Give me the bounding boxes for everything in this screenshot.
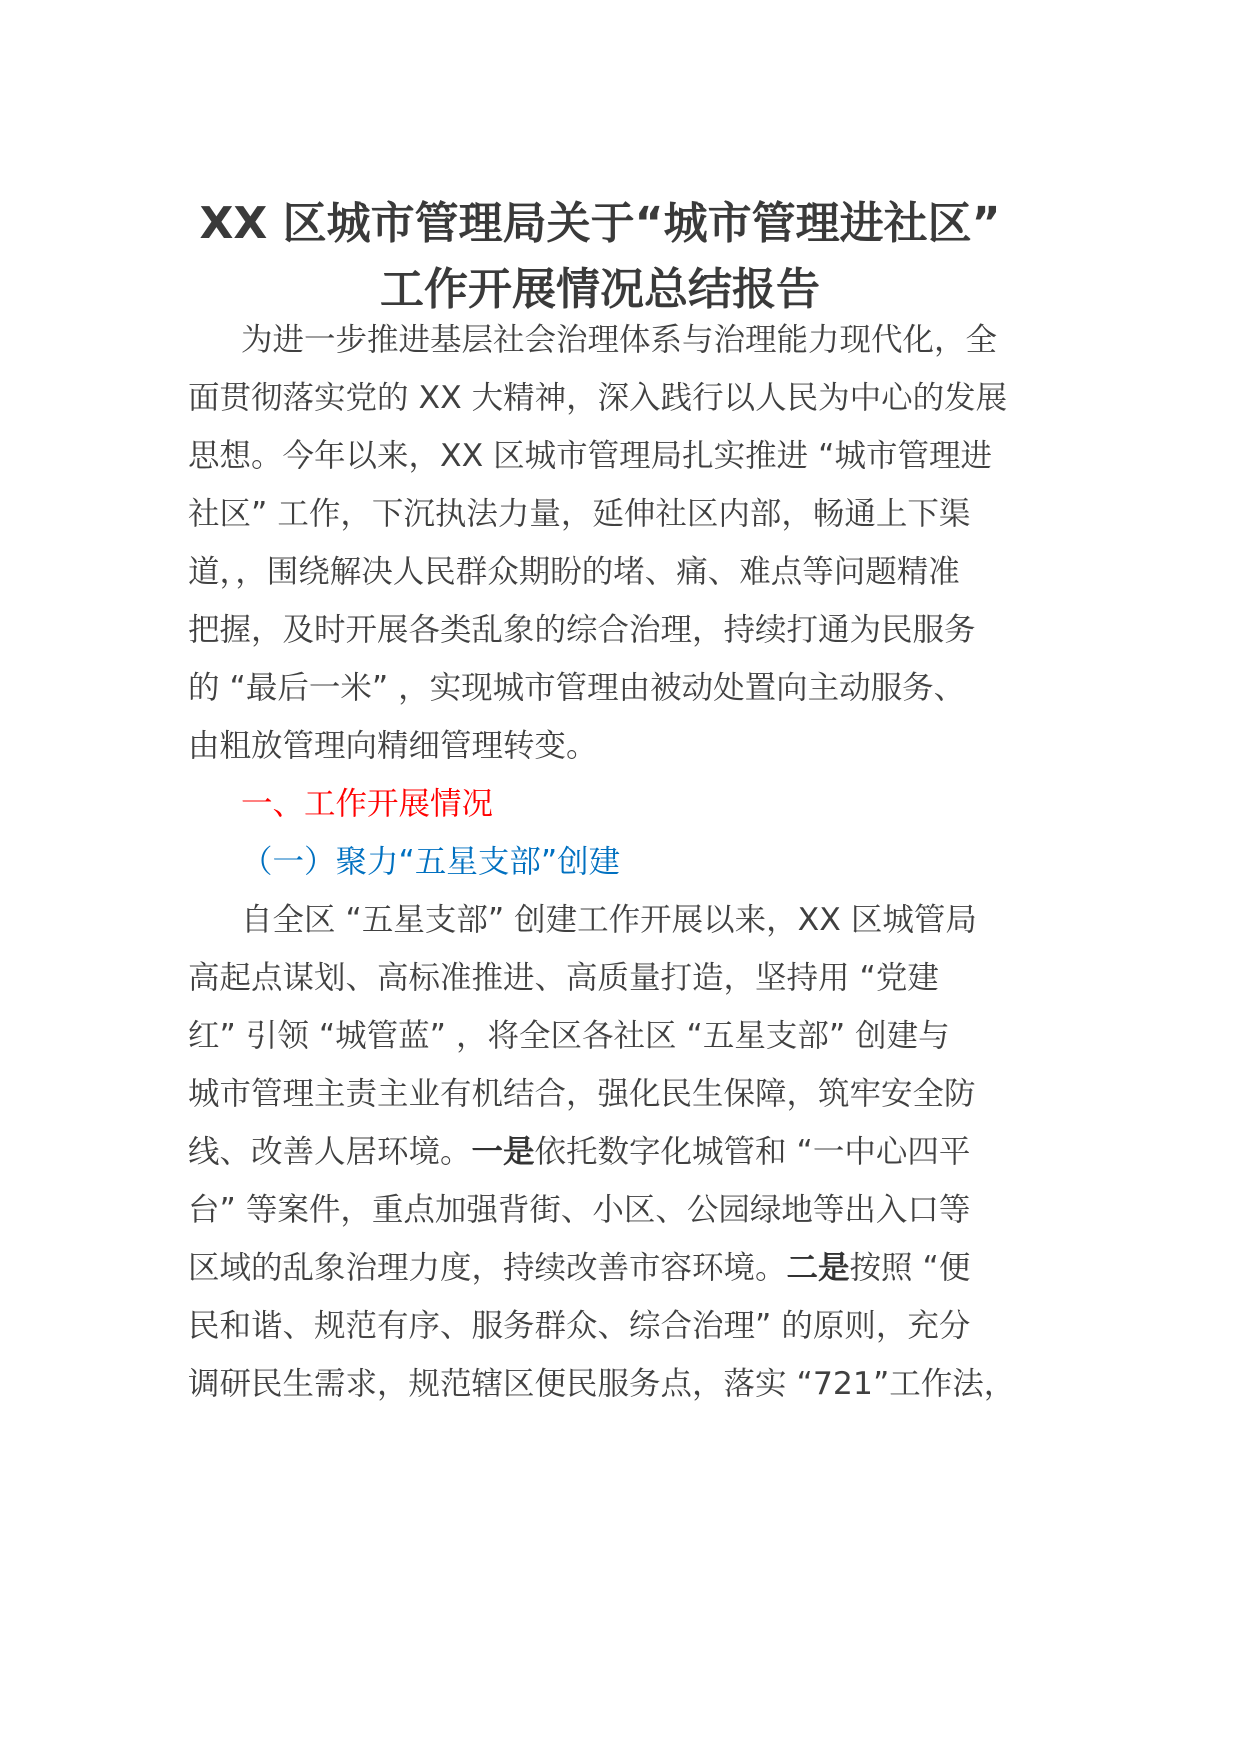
body-paragraph-line: 高起点谋划、高标准推进、高质量打造，坚持用 “党建: [188, 960, 939, 996]
document-title-line-2: 工作开展情况总结报告: [380, 264, 820, 315]
subsection-heading: （一）聚力“五星支部”创建: [241, 844, 621, 880]
body-paragraph-line: 民和谐、规范有序、服务群众、综合治理” 的原则，充分: [188, 1308, 971, 1344]
document-title-line-1: XX 区城市管理局关于“城市管理进社区”: [199, 198, 1001, 249]
body-paragraph-line: [188, 1130, 970, 1174]
body-text: 依托数字化城管和 “一中心四平: [534, 1134, 971, 1170]
body-text: 区域的乱象治理力度，持续改善市容环境。: [188, 1250, 787, 1286]
body-paragraph-line: 自全区 “五星支部” 创建工作开展以来，XX 区城管局: [241, 902, 977, 938]
intro-paragraph-line: 把握，及时开展各类乱象的综合治理，持续打通为民服务: [188, 612, 976, 648]
intro-paragraph-line: 道，，围绕解决人民群众期盼的堵、痛、难点等问题精准: [188, 554, 960, 590]
body-paragraph-line: 红” 引领 “城管蓝” ，将全区各社区 “五星支部” 创建与: [188, 1018, 950, 1054]
intro-paragraph-line: 面贯彻落实党的 XX 大精神，深入践行以人民为中心的发展: [188, 380, 1008, 416]
emphasis-first: 一是: [471, 1134, 535, 1170]
body-paragraph-line: 调研民生需求，规范辖区便民服务点，落实 “721”工作法，: [188, 1366, 1016, 1402]
intro-paragraph-line: 社区” 工作，下沉执法力量，延伸社区内部，畅通上下渠: [188, 496, 971, 532]
body-text: 按照 “便: [849, 1250, 971, 1286]
intro-paragraph-line: 为进一步推进基层社会治理体系与治理能力现代化，全: [241, 322, 998, 358]
body-paragraph-line: [188, 1246, 970, 1290]
emphasis-second: 二是: [786, 1250, 850, 1286]
body-paragraph-line: 城市管理主责主业有机结合，强化民生保障，筑牢安全防: [188, 1076, 976, 1112]
intro-paragraph-line: 思想。今年以来，XX 区城市管理局扎实推进 “城市管理进: [188, 438, 993, 474]
intro-paragraph-line: 的 “最后一米” ，实现城市管理由被动处置向主动服务、: [188, 670, 966, 706]
body-text: 线、改善人居环境。: [188, 1134, 472, 1170]
section-heading: 一、工作开展情况: [241, 786, 494, 822]
body-paragraph-line: 台” 等案件，重点加强背街、小区、公园绿地等出入口等: [188, 1192, 971, 1228]
intro-paragraph-line: 由粗放管理向精细管理转变。: [188, 728, 598, 764]
